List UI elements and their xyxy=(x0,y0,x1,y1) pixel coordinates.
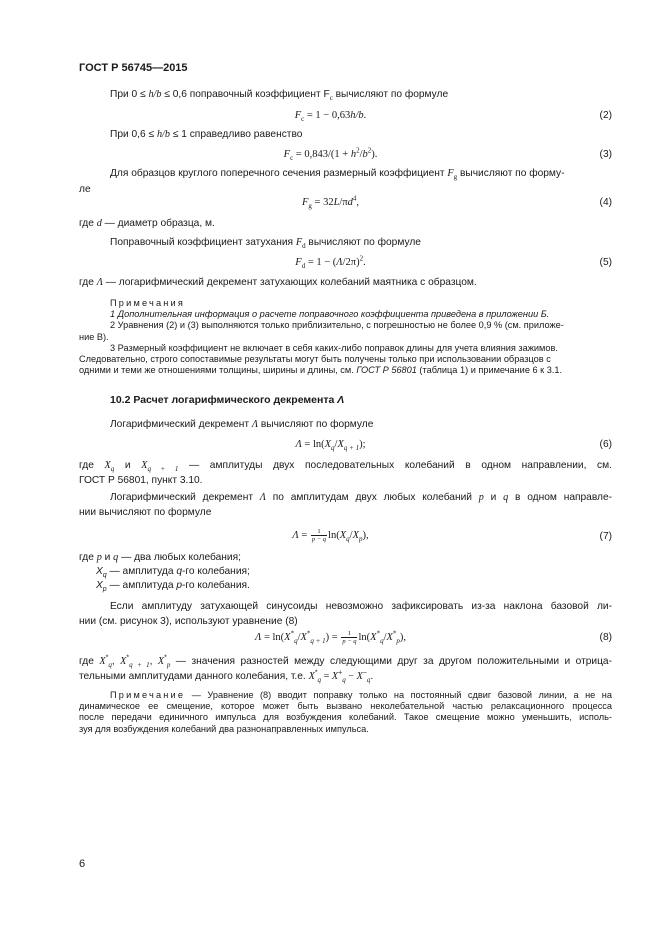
fraction: $\frac{1}{p - q}$ xyxy=(311,528,327,543)
note-2: 2 Уравнения (2) и (3) выполняются только приблизительно, с погрешностью не более 0,9 % (см. приложе- xyxy=(110,320,564,331)
formula-8: $\Lambda = \ln(X^*_q/X^*_{q + 1})$ = $\frac{1}{p - q}$ $\ln(X^*_q/X^*_p)$, xyxy=(254,629,407,645)
paragraph-size-coefficient: Для образцов круглого поперечного сечения размерный коэффициент $F_g$ вычисляют по форму- ле xyxy=(79,168,565,195)
document-header: ГОСТ Р 56745—2015 xyxy=(79,62,188,74)
formula-4: $F_g = 32L/\pi d^4$, xyxy=(301,194,360,211)
formula-3: $F_c = 0,843/(1 + h^2/b^2)$. xyxy=(283,146,378,163)
where-amplitudes: где $X_q$ и $X_{q + 1}$ — амплитуды двух последовательных колебаний в одном направлении, см. ГОСТ Р 56801, пункт 3.10. xyxy=(79,460,612,486)
formula-6: $\Lambda = \ln(X_q/X_{q + 1})$; xyxy=(295,439,366,453)
paragraph-any-two: Логарифмический декремент Λ по амплитудам двух любых колебаний p и q в одном направле- нии вычисляют по формуле xyxy=(79,492,613,518)
equation-number-6: (6) xyxy=(599,439,612,450)
where-p-q: где p и q — два любых колебания; $X_q$ — амплитуда q-го колебания; $X_p$ — амплитуда p-го колебания. xyxy=(79,552,250,594)
equation-number-3: (3) xyxy=(599,149,612,160)
notes-heading: Примечания xyxy=(110,298,186,308)
equation-number-5: (5) xyxy=(599,257,612,268)
notes-block: Примечания 1 Дополнительная информация о расчете поправочного коэффициента приведена в приложении Б. 2 Уравнения (2) и (3) выполняются только приблизительно, с погрешностью не более 0,9 % (см. приложе- ние В). 3 Размерный коэффициент не включает в себя каких-либо поправок длины для учета влияния зажимов. Следовательно, строго сопоставимые результаты могут быть получены только при использовании образцов с одними и теми же отношениями толщины, ширины и длины, см. ГОСТ Р 56801 (таблица 1) и примечание 6 к 3.1. xyxy=(79,298,612,376)
note-equation-8: Примечание — Уравнение (8) вводит поправку только на постоянный сдвиг базовой линии, а не на динамическое ее смещение, которое может быть вызвано неколебательной частью релаксационного процесса после передачи единичного импульса для возбуждения колебаний. Такое смещение можно уменьшить, исполь- зуя для возбуждения колебаний два разнонаправленных импульса. xyxy=(79,690,612,734)
paragraph-baseline: Если амплитуду затухающей синусоиды невозможно зафиксировать из-за наклона базовой ли- нии (см. рисунок 3), используют уравнение (8) xyxy=(79,601,612,627)
note-1: 1 Дополнительная информация о расчете поправочного коэффициента приведена в приложении Б. xyxy=(110,309,550,320)
formula-5: $F_d = 1 - (\Lambda/2\pi)^2$. xyxy=(295,254,366,271)
where-diameter: где d — диаметр образца, м. xyxy=(79,218,215,229)
paragraph-condition-2: При 0,6 ≤ h/b ≤ 1 справедливо равенство xyxy=(110,129,303,140)
equation-number-7: (7) xyxy=(599,531,612,542)
page-number: 6 xyxy=(79,858,86,870)
equation-number-8: (8) xyxy=(599,632,612,643)
where-differences: где $X^*_q$, $X^*_{q + 1}$, $X^*_p$ — значения разностей между следующими друг за другом положительными и отрица- тельными амплитудами данного колебания, т.е. $X^*_q = X^+_q - X^-_q$. xyxy=(79,654,612,685)
paragraph-decrement-formula: Логарифмический декремент Λ вычисляют по формуле xyxy=(110,419,374,430)
equation-number-2: (2) xyxy=(599,110,612,121)
where-decrement: где Λ — логарифмический декремент затухающих колебаний маятника с образцом. xyxy=(79,277,477,288)
formula-7: Λ = $\frac{1}{p - q}$ $\ln(X_q/X_p)$, xyxy=(292,528,369,543)
paragraph-damping-coefficient: Поправочный коэффициент затухания $F_d$ вычисляют по формуле xyxy=(110,237,421,251)
section-heading: 10.2 Расчет логарифмического декремента Λ xyxy=(110,394,345,406)
paragraph-condition-1: При 0 ≤ h/b ≤ 0,6 поправочный коэффициент $F_c$ вычисляют по формуле xyxy=(110,89,449,103)
equation-number-4: (4) xyxy=(599,197,612,208)
note-3: 3 Размерный коэффициент не включает в себя каких-либо поправок длины для учета влияния зажимов. xyxy=(110,342,558,353)
formula-2: $F_c = 1 - 0,63h/b$. xyxy=(294,110,367,124)
